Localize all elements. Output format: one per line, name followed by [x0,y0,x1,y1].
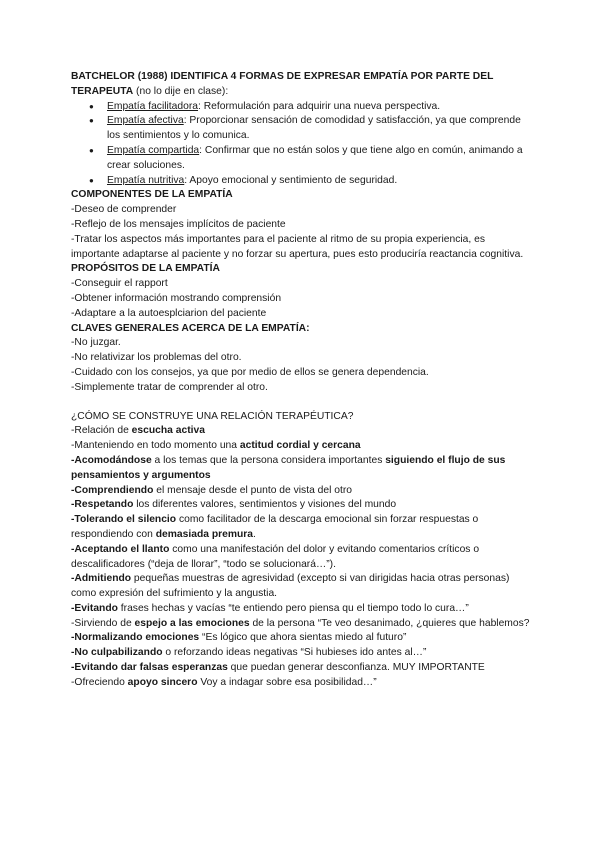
list-item: -No relativizar los problemas del otro. [71,352,242,364]
text-run: -Ofreciendo [71,676,128,688]
bold-run: siguiendo el flujo de sus pensamientos y argumentos [71,454,506,481]
form-text: : Confirmar que no están solos y que tiene algo en común, animando a crear soluciones. [107,144,523,171]
list-item: -Deseo de comprender [71,204,177,216]
bold-run: actitud cordial y cercana [239,440,361,452]
form-term: Empatía afectiva [107,115,184,127]
list-item [71,498,531,513]
list-item [71,543,531,573]
text-run: como facilitador de la descarga emocional sin forzar respuestas o respondiendo con [71,514,479,540]
bold-run: demasiada premura [155,528,254,540]
list-item [71,617,531,632]
list-item: -Reflejo de los mensajes implícitos de paciente [71,218,286,230]
list-item [107,100,531,115]
list-item: -Tratar los aspectos más importantes para el paciente al ritmo de su propia experiencia, es importante adaptarse al paciente y no forzar su apertura, pues esto produciría reactancia cognitiva. [71,233,524,260]
list-item [71,646,531,661]
form-text: : Apoyo emocional y sentimiento de seguridad. [184,174,398,186]
list-item: -Conseguir el rapport [71,278,168,290]
list-item [71,602,531,617]
components-list [71,203,531,262]
text-run: “Es lógico que ahora sientas miedo al futuro” [199,632,407,644]
bold-run: -Evitando [71,602,118,614]
list-item: -Cuidado con los consejos, ya que por medio de ellos se genera dependencia. [71,366,429,378]
list-item [71,484,531,499]
text-run: el mensaje desde el punto de vista del otro [153,484,353,496]
bold-run: espejo a las emociones [134,617,250,629]
text-run: pequeñas muestras de agresividad (excepto si van dirigidas hacia otras personas) como expresión del sufrimiento y la angustia. [71,573,510,600]
relation-question: ¿CÓMO SE CONSTRUYE UNA RELACIÓN TERAPÉUTICA? [71,410,354,422]
bold-run: -Evitando dar falsas esperanzas [71,662,228,674]
keys-heading: CLAVES GENERALES ACERCA DE LA EMPATÍA: [71,322,310,334]
bold-run: -Admitiendo [71,573,132,585]
list-item [71,424,531,439]
bold-run: -Tolerando el silencio [71,514,177,526]
list-item [71,631,531,646]
bold-run: escucha activa [131,425,205,437]
title-main: BATCHELOR (1988) IDENTIFICA 4 FORMAS DE EXPRESAR EMPATÍA POR PARTE DEL TERAPEUTA [71,71,494,97]
bold-run: apoyo sincero [127,676,198,688]
document-page [71,70,531,691]
text-run: Voy a indagar sobre esa posibilidad…” [197,676,377,688]
list-item: -Obtener información mostrando comprensión [71,292,282,304]
bold-run: -Comprendiendo [71,484,154,496]
list-item [107,174,531,189]
list-item [71,661,531,676]
list-item: -No juzgar. [71,337,121,349]
spacer [71,396,531,410]
purposes-list [71,277,531,321]
bold-run: -Normalizando emociones [71,632,200,644]
form-text: : Proporcionar sensación de comodidad y satisfacción, ya que comprende los sentimientos y lo comunica. [107,115,521,142]
document-title [71,70,531,100]
text-run: a los temas que la persona considera importantes [151,454,386,466]
list-item: -Simplemente tratar de comprender al otro. [71,381,268,393]
purposes-heading: PROPÓSITOS DE LA EMPATÍA [71,263,220,275]
form-term: Empatía nutritiva [107,174,185,186]
text-run: o reforzando ideas negativas “Si hubieses ido antes al…” [162,647,427,659]
list-item [71,676,531,691]
text-run: -Manteniendo en todo momento una [71,440,240,452]
keys-list [71,336,531,395]
list-item [107,114,531,144]
text-run: -Sirviendo de [71,617,135,629]
form-term: Empatía facilitadora [107,100,199,112]
list-item [71,572,531,602]
text-run: de la persona “Te veo desanimado, ¿quieres que hablemos? [249,617,530,629]
text-run: los diferentes valores, sentimientos y visiones del mundo [133,499,397,511]
text-run: que puedan generar desconfianza. MUY IMPORTANTE [227,662,485,674]
text-run: como una manifestación del dolor y evitando comentarios críticos o descalificadores (“deja de llorar”, “todo se solucionará…”). [71,543,480,570]
text-run: frases hechas y vacías “te entiendo pero piensa qu el tiempo todo lo cura…” [117,602,469,614]
list-item [71,454,531,484]
bold-run: -Acomodándose [71,454,152,466]
bold-run: -Aceptando el llanto [71,543,170,555]
components-heading: COMPONENTES DE LA EMPATÍA [71,189,233,201]
text-run: . [253,528,256,540]
empathy-forms-list [71,100,531,189]
title-note: (no lo dije en clase): [133,85,229,97]
text-run: -Relación de [71,425,132,437]
bold-run: -Respetando [71,499,134,511]
list-item [71,439,531,454]
form-text: : Reformulación para adquirir una nueva perspectiva. [198,100,441,112]
list-item [71,513,531,543]
list-item: -Adaptare a la autoesplciarion del paciente [71,307,267,319]
relation-list [71,424,531,690]
bold-run: -No culpabilizando [71,647,163,659]
form-term: Empatía compartida [107,144,200,156]
list-item [107,144,531,174]
